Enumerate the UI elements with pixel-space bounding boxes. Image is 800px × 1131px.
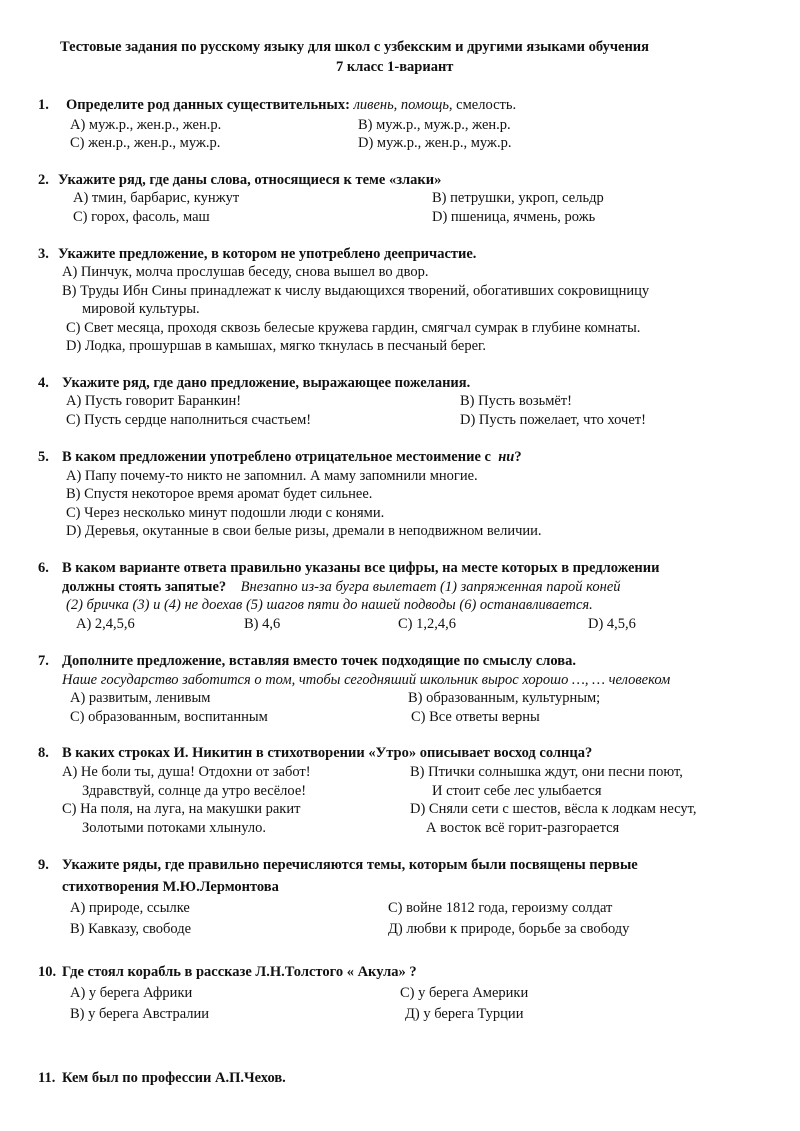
option-b-continued: И стоит себе лес улыбается [432,783,602,799]
prompt-text: должны стоять запятые? [62,579,227,595]
option-b[interactable]: В) Спустя некоторое время аромат будет сильнее. [66,486,373,502]
option-a[interactable]: А) Папу почему-то никто не запомнил. А маму запомнили многие. [66,468,478,484]
option-d[interactable]: D) Сняли сети с шестов, вёсла к лодкам несут, [410,801,697,817]
option-c[interactable]: С) жен.р., жен.р., муж.р. [70,135,221,151]
option-d[interactable]: D) Пусть пожелает, что хочет! [460,412,646,428]
option-d[interactable]: D) муж.р., жен.р., муж.р. [358,135,512,151]
option-c[interactable]: В) Кавказу, свободе [70,921,192,937]
prompt-text: В каком предложении употреблено отрицательное местоимение с [62,449,491,465]
option-c[interactable]: С) Через несколько минут подошли люди с конями. [66,505,385,521]
question-number: 9. [38,857,49,873]
option-c[interactable]: С) Свет месяца, проходя сквозь белесые кружева гардин, смягчал сумрак в глубине комнаты. [66,320,641,336]
question-number: 11. [38,1070,56,1086]
option-d[interactable]: С) Все ответы верны [411,709,540,725]
option-d-continued: А восток всё горит-разгорается [426,820,620,836]
question-number: 1. [38,97,49,113]
question-number: 10. [38,964,57,980]
option-c[interactable]: С) горох, фасоль, маш [73,209,210,225]
option-a[interactable]: А) Не боли ты, душа! Отдохни от забот! [62,764,311,780]
sentence-text: Наше государство заботится о том, чтобы сегодняший школьник вырос хорошо …, … человеком [62,672,671,688]
prompt-words: ливень, помощь, [353,97,453,113]
prompt-word: ни [498,449,515,465]
option-a[interactable]: А) Пинчук, молча прослушав беседу, снова вышел во двор. [62,264,429,280]
question-number: 8. [38,745,49,761]
option-b[interactable]: В) петрушки, укроп, сельдр [432,190,604,206]
question-number: 7. [38,653,49,669]
question-prompt: Кем был по профессии А.П.Чехов. [62,1070,286,1086]
question-prompt: В каких строках И. Никитин в стихотворении «Утро» описывает восход солнца? [62,745,593,761]
question-prompt: Дополните предложение, вставляя вместо точек подходящие по смыслу слова. [62,653,576,669]
question-prompt: Где стоял корабль в рассказе Л.Н.Толстого « Акула» ? [62,964,417,980]
option-c[interactable]: С) образованным, воспитанным [70,709,268,725]
question-number: 2. [38,172,49,188]
option-d[interactable]: D) пшеница, ячмень, рожь [432,209,596,225]
prompt-text: Определите род данных существительных: [66,97,350,113]
question-prompt-line2 [62,578,621,596]
option-b[interactable]: С) у берега Америки [400,985,529,1001]
option-b-continued: мировой культуры. [82,301,200,317]
option-d[interactable]: D) Лодка, прошуршав в камышах, мягко ткнулась в песчаный берег. [66,338,486,354]
option-b[interactable]: В) Труды Ибн Сины принадлежат к числу выдающихся творений, обогативших сокровищницу [62,283,650,299]
option-d[interactable]: D) 4,5,6 [588,616,636,632]
option-b[interactable]: В) 4,6 [244,616,281,632]
question-prompt: Укажите ряд, где даны слова, относящиеся к теме «злаки» [58,172,442,188]
option-d[interactable]: D) Деревья, окутанные в свои белые ризы, дремали в неподвижном величии. [66,523,542,539]
question-prompt: Укажите ряды, где правильно перечисляются темы, которым были посвящены первые [62,857,638,873]
question-number: 3. [38,246,49,262]
option-c-continued: Золотыми потоками хлынуло. [82,820,267,836]
option-b[interactable]: В) образованным, культурным; [408,690,601,706]
question-number: 5. [38,449,49,465]
sentence-text-continued: (2) бричка (3) и (4) не доехав (5) шагов пяти до нашей подводы (6) останавливается. [66,597,593,613]
page-title: Тестовые задания по русскому языку для школ с узбекским и другими языками обучения [60,39,649,55]
option-a[interactable]: А) развитым, ленивым [70,690,211,706]
question-prompt: Укажите предложение, в котором не употреблено деепричастие. [58,246,477,262]
question-prompt: В каком варианте ответа правильно указаны все цифры, на месте которых в предложении [62,560,660,576]
question-prompt: Укажите ряд, где дано предложение, выражающее пожелания. [62,375,471,391]
option-a[interactable]: А) природе, ссылке [70,900,190,916]
question-prompt [66,96,516,114]
question-prompt [62,448,522,466]
question-prompt-line2: стихотворения М.Ю.Лермонтова [62,879,279,895]
option-a[interactable]: А) 2,4,5,6 [76,616,135,632]
option-a[interactable]: А) муж.р., жен.р., жен.р. [70,117,222,133]
option-d[interactable]: Д) любви к природе, борьбе за свободу [388,921,630,937]
sentence-text: Внезапно из-за бугра вылетает (1) запряженная парой коней [240,579,621,595]
option-a[interactable]: А) тмин, барбарис, кунжут [73,190,240,206]
option-b[interactable]: В) Птички солнышка ждут, они песни поют, [410,764,683,780]
option-b[interactable]: В) Пусть возьмёт! [460,393,572,409]
option-a-continued: Здравствуй, солнце да утро весёлое! [82,783,307,799]
question-number: 6. [38,560,49,576]
prompt-tail: смелость. [452,97,517,113]
option-a[interactable]: А) у берега Африки [70,985,193,1001]
page-subtitle: 7 класс 1-вариант [336,59,454,75]
option-c[interactable]: С) Пусть сердце наполниться счастьем! [66,412,312,428]
question-number: 4. [38,375,49,391]
prompt-mark: ? [514,449,522,465]
option-b[interactable]: С) войне 1812 года, героизму солдат [388,900,613,916]
option-d[interactable]: Д) у берега Турции [405,1006,524,1022]
option-b[interactable]: В) муж.р., муж.р., жен.р. [358,117,511,133]
option-c[interactable]: С) На поля, на луга, на макушки ракит [62,801,301,817]
option-a[interactable]: А) Пусть говорит Баранкин! [66,393,242,409]
option-c[interactable]: В) у берега Австралии [70,1006,210,1022]
option-c[interactable]: С) 1,2,4,6 [398,616,456,632]
